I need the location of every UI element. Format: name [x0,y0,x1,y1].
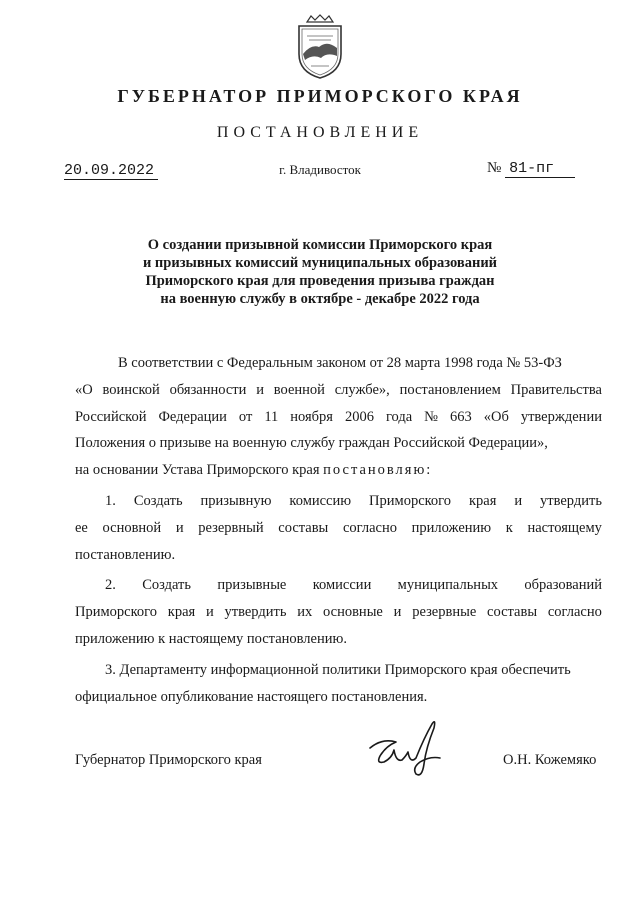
word: ноября [290,408,333,425]
item-line: постановлению. [75,546,176,563]
coat-of-arms-emblem [293,14,347,80]
intro-line [75,404,602,431]
word: основные [323,604,383,621]
word: 2006 [344,408,374,425]
document-type: ПОСТАНОВЛЕНИЕ [216,124,424,141]
word: воинской [102,381,160,398]
word: настоящему [527,519,602,536]
signatory-name: О.Н. Кожемяко [503,752,597,768]
word: и [514,492,523,509]
item-line: 3. Департаменту информационной политики Приморского края обеспечить [105,661,571,678]
item-line: приложению к настоящему постановлению. [75,630,347,647]
heading-line: О создании призывной комиссии Приморского края [147,237,493,253]
document-heading [90,236,550,308]
document-body [75,350,602,710]
word: Федерации [158,408,227,425]
word: Создать [142,577,191,594]
intro-basis: на основании Устава Приморского края [75,462,320,479]
word: службе», [334,381,390,398]
word: года [385,408,413,425]
word: согласно [342,519,397,536]
word: резервные [412,604,477,621]
document-number [487,160,575,178]
word: Приморского [75,604,157,621]
decree-word: постановляю: [323,462,433,479]
word: призывные [217,577,287,594]
word: и [205,604,214,621]
word: основной [102,519,162,536]
heading-line: и призывных комиссий муниципальных образований [142,255,498,271]
item-line [75,599,602,626]
word: «Об [483,408,509,425]
word: комиссии [312,577,372,594]
item-line [75,515,602,542]
word: ее [75,519,88,536]
number-value: 81-пг [505,160,575,178]
word: и [256,381,264,398]
intro-line: В соответствии с Федеральным законом от 28 марта 1998 года № 53-ФЗ [118,355,562,371]
word: комиссию [289,492,352,509]
word: и [393,604,402,621]
heading-line: на военную службу в октябре - декабре 2022 года [160,291,480,307]
heading-line: Приморского края для проведения призыва граждан [145,273,495,289]
word: края [468,492,497,509]
word: образований [524,577,602,594]
word: к [505,519,513,536]
word: составы [278,519,329,536]
item-line [75,572,602,599]
word: края [167,604,196,621]
word: 11 [264,408,279,425]
item-line [75,488,602,515]
intro-line: Положения о призыве на военную службу граждан Российской Федерации», [75,435,548,452]
word: 663 [449,408,472,425]
word: утвердить [224,604,287,621]
document-date: 20.09.2022 [64,162,158,180]
word: 1. [105,492,116,509]
word: утверждении [520,408,602,425]
word: Создать [133,492,183,509]
word: обязанности [169,381,247,398]
word: военной [273,381,325,398]
word: постановлением [399,381,501,398]
word: Приморского [369,492,452,509]
word: от [238,408,253,425]
intro-line [75,457,602,484]
word: призывную [200,492,272,509]
item-line: официальное опубликование настоящего постановления. [75,688,428,705]
word: резервный [198,519,264,536]
word: «О [75,381,93,398]
word: и [175,519,184,536]
issuer-title: ГУБЕРНАТОР ПРИМОРСКОГО КРАЯ [117,86,523,106]
handwritten-signature [366,718,444,780]
signatory-post: Губернатор Приморского края [75,752,262,768]
word: составы [487,604,538,621]
word: их [297,604,313,621]
word: № [424,408,438,425]
word: Правительства [510,381,602,398]
issue-place: г. Владивосток [279,162,361,177]
word: согласно [547,604,602,621]
word: Российской [75,408,147,425]
word: муниципальных [397,577,499,594]
word: утвердить [540,492,602,509]
number-sign: № [487,160,502,176]
intro-line [75,377,602,404]
word: приложению [411,519,492,536]
word: 2. [105,577,116,594]
